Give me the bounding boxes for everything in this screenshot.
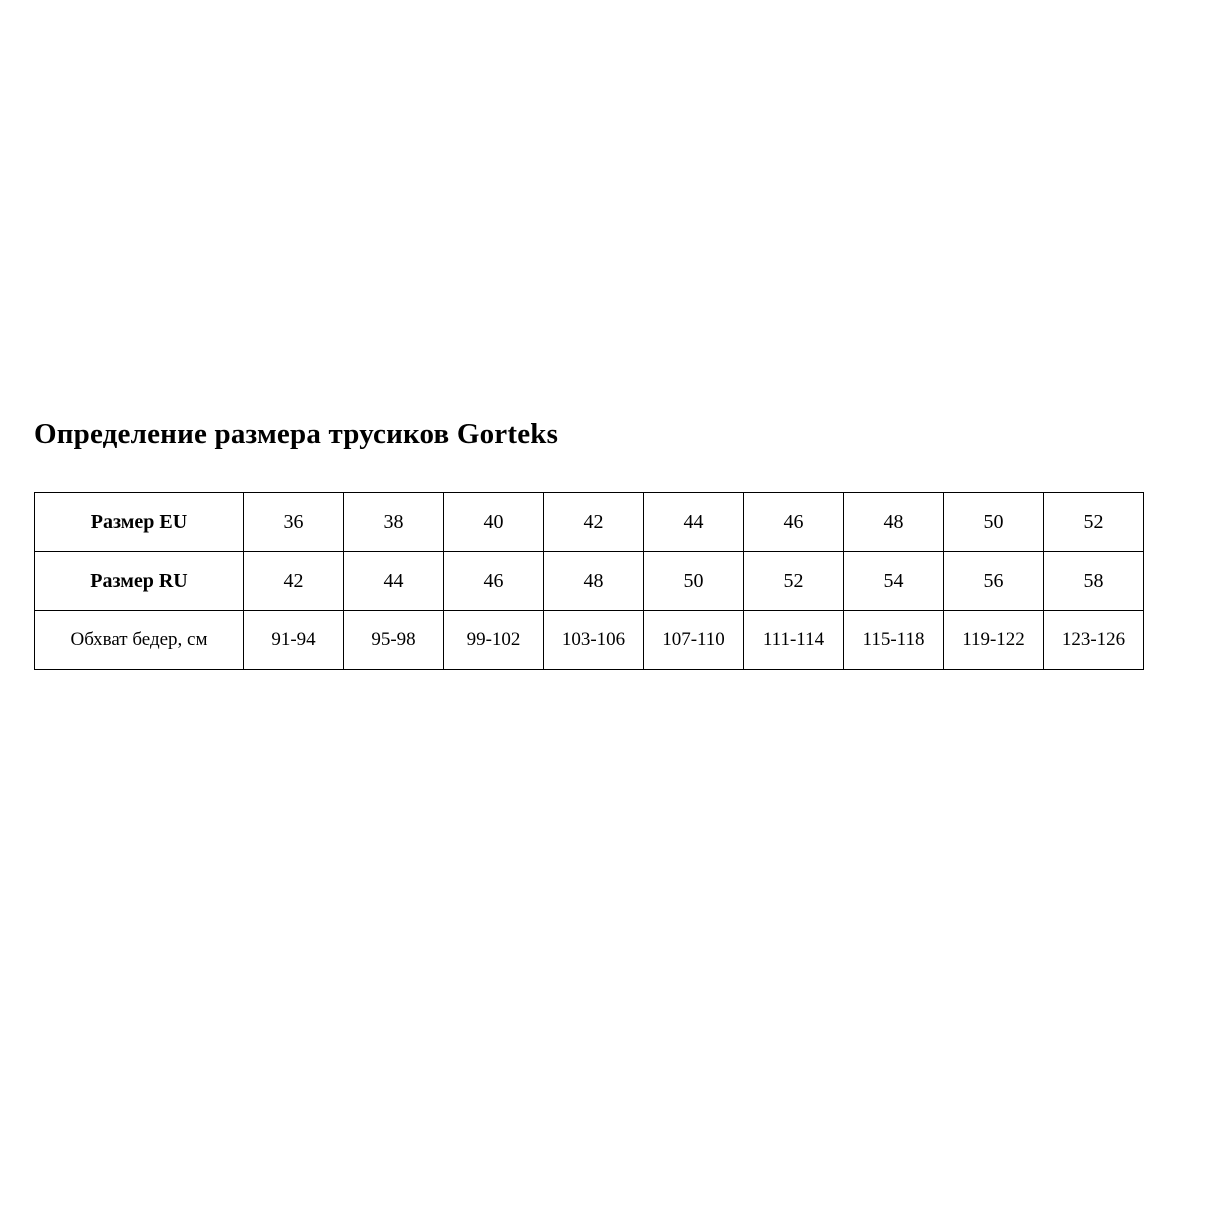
cell-hips-4: 103-106 <box>544 611 644 670</box>
cell-ru-8: 56 <box>944 552 1044 611</box>
cell-eu-8: 50 <box>944 493 1044 552</box>
cell-ru-9: 58 <box>1044 552 1144 611</box>
cell-hips-5: 107-110 <box>644 611 744 670</box>
row-header-eu: Размер EU <box>35 493 244 552</box>
cell-eu-3: 40 <box>444 493 544 552</box>
cell-ru-7: 54 <box>844 552 944 611</box>
cell-hips-8: 119-122 <box>944 611 1044 670</box>
cell-ru-2: 44 <box>344 552 444 611</box>
table-row <box>35 552 1144 611</box>
cell-hips-6: 111-114 <box>744 611 844 670</box>
cell-eu-2: 38 <box>344 493 444 552</box>
cell-eu-9: 52 <box>1044 493 1144 552</box>
cell-eu-7: 48 <box>844 493 944 552</box>
size-chart-table <box>34 492 1144 670</box>
cell-eu-1: 36 <box>244 493 344 552</box>
row-header-hips: Обхват бедер, см <box>35 611 244 670</box>
cell-hips-9: 123-126 <box>1044 611 1144 670</box>
page-title: Определение размера трусиков Gorteks <box>34 418 559 450</box>
row-header-ru: Размер RU <box>35 552 244 611</box>
cell-hips-3: 99-102 <box>444 611 544 670</box>
cell-hips-7: 115-118 <box>844 611 944 670</box>
table-row <box>35 493 1144 552</box>
cell-ru-4: 48 <box>544 552 644 611</box>
cell-eu-6: 46 <box>744 493 844 552</box>
cell-ru-5: 50 <box>644 552 744 611</box>
table-row <box>35 611 1144 670</box>
cell-eu-5: 44 <box>644 493 744 552</box>
cell-hips-1: 91-94 <box>244 611 344 670</box>
cell-ru-6: 52 <box>744 552 844 611</box>
cell-eu-4: 42 <box>544 493 644 552</box>
cell-hips-2: 95-98 <box>344 611 444 670</box>
cell-ru-1: 42 <box>244 552 344 611</box>
cell-ru-3: 46 <box>444 552 544 611</box>
